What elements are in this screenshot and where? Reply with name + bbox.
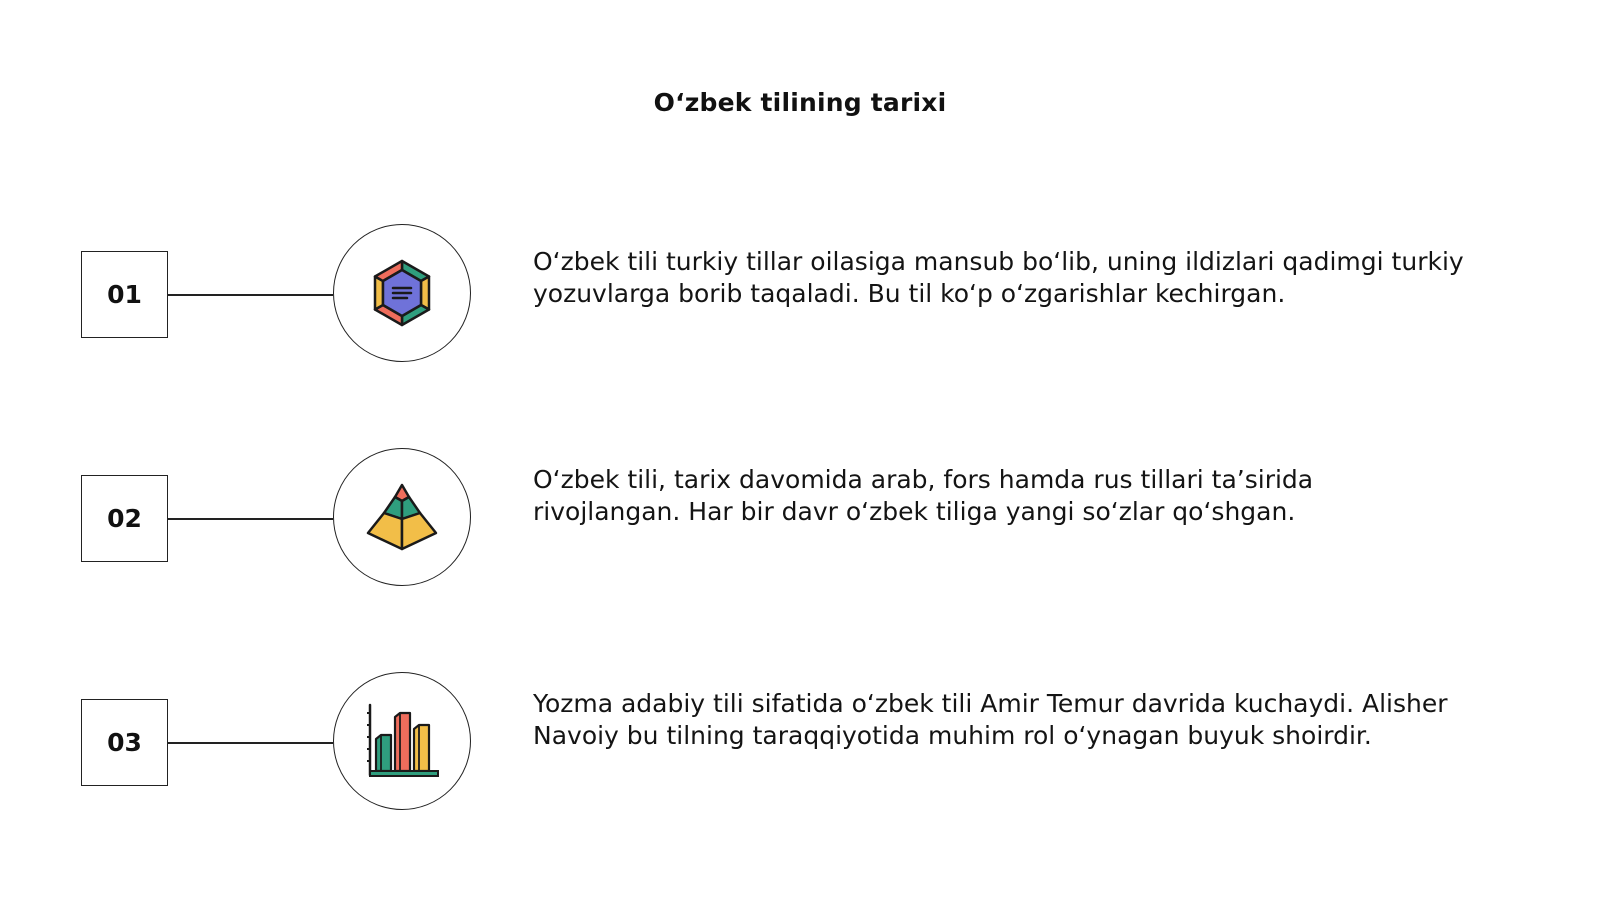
connector-line: [168, 518, 333, 520]
step-number-box: 02: [81, 475, 168, 562]
bar-chart-icon: [362, 701, 442, 781]
hexagon-document-icon: [362, 253, 442, 333]
timeline-item-1: [0, 224, 1600, 364]
timeline-item-2: [0, 448, 1600, 588]
icon-circle: [333, 224, 471, 362]
item-description: O‘zbek tili, tarix davomida arab, fors hamda rus tillari ta’sirida rivojlangan. Har bir davr o‘zbek tiliga yangi so‘zlar qo‘shgan.: [533, 465, 1314, 526]
icon-circle: [333, 448, 471, 586]
connector-line: [168, 294, 333, 296]
pyramid-icon: [362, 477, 442, 557]
slide-title: O‘zbek tilining tarixi: [653, 88, 947, 117]
timeline-item-3: [0, 672, 1600, 812]
step-number-box: 03: [81, 699, 168, 786]
item-description: O‘zbek tili turkiy tillar oilasiga mansub bo‘lib, uning ildizlari qadimgi turkiy yozuvlarga borib taqaladi. Bu til ko‘p o‘zgarishlar kechirgan.: [533, 247, 1464, 308]
step-number-box: 01: [81, 251, 168, 338]
icon-circle: [333, 672, 471, 810]
item-description: Yozma adabiy tili sifatida o‘zbek tili Amir Temur davrida kuchaydi. Alisher Navoiy bu tilning taraqqiyotida muhim rol o‘ynagan buyuk shoirdir.: [533, 689, 1448, 750]
connector-line: [168, 742, 333, 744]
